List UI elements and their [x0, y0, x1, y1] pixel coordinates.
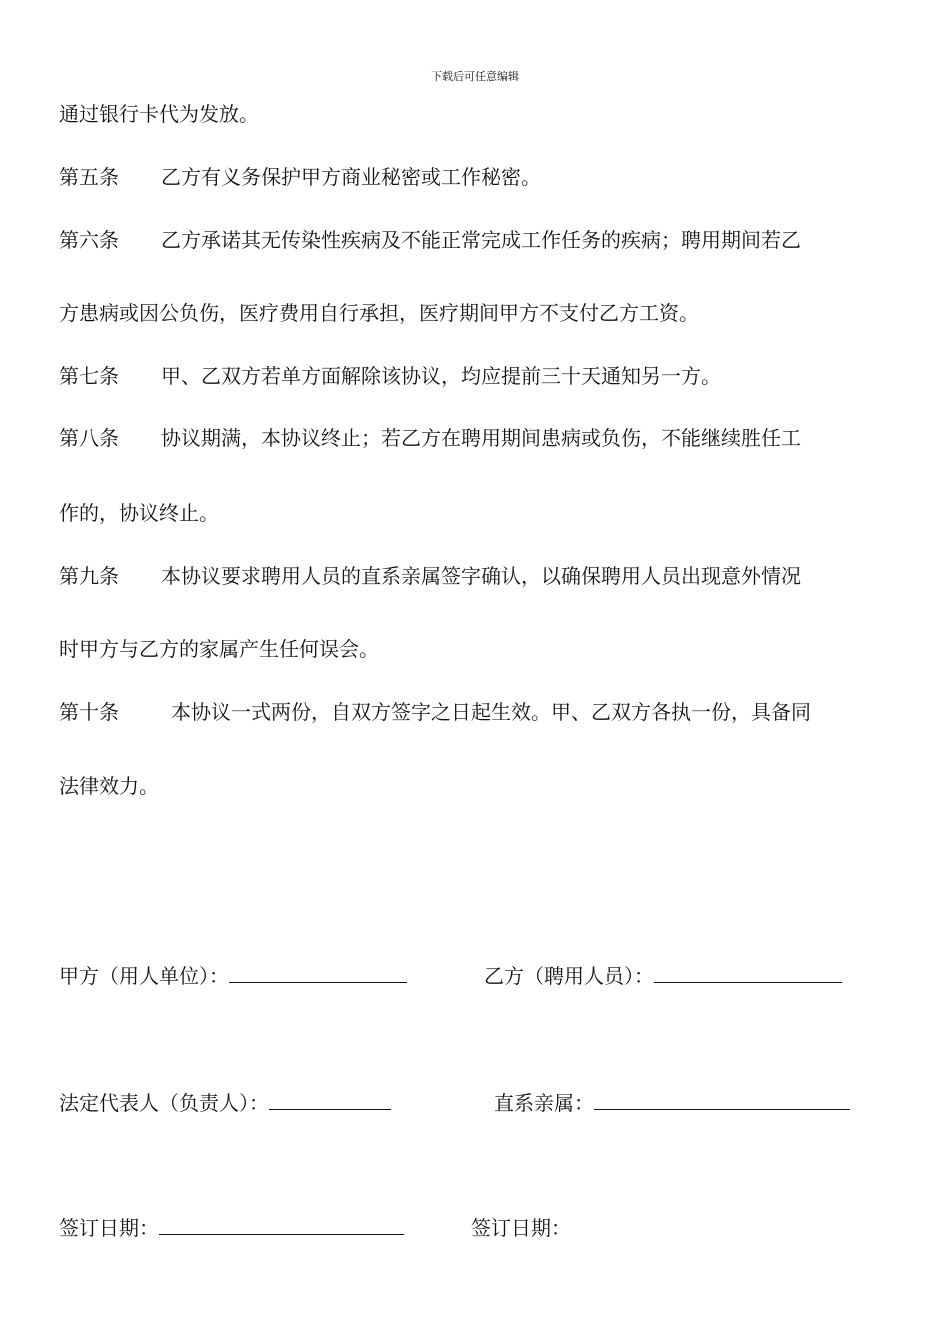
article-label: 第九条 — [59, 564, 119, 588]
article-6-continuation: 方患病或因公负伤，医疗费用自行承担，医疗期间甲方不支付乙方工资。 — [59, 301, 699, 325]
article-10-continuation: 法律效力。 — [59, 774, 159, 798]
party-b-signature — [484, 962, 842, 990]
article-8-continuation: 作的，协议终止。 — [59, 501, 219, 525]
article-label: 第六条 — [59, 228, 119, 252]
party-a-signature — [59, 962, 407, 990]
relative-signature — [494, 1089, 850, 1117]
paragraph-line: 通过银行卡代为发放。 — [59, 102, 259, 126]
article-text: 本协议一式两份，自双方签字之日起生效。甲、乙双方各执一份，具备同 — [171, 700, 811, 724]
date-a — [59, 1214, 404, 1242]
relative-label: 直系亲属： — [494, 1091, 594, 1115]
party-a-signature-line[interactable] — [229, 962, 407, 983]
article-label: 第十条 — [59, 700, 119, 724]
article-text: 协议期满，本协议终止；若乙方在聘用期间患病或负伤，不能继续胜任工 — [161, 426, 801, 450]
date-b — [471, 1214, 571, 1242]
article-10 — [59, 698, 811, 726]
party-b-signature-line[interactable] — [654, 962, 842, 983]
date-a-label: 签订日期： — [59, 1216, 159, 1240]
party-a-label: 甲方（用人单位）： — [59, 964, 229, 988]
article-text: 乙方承诺其无传染性疾病及不能正常完成工作任务的疾病；聘用期间若乙 — [161, 228, 801, 252]
relative-signature-line[interactable] — [594, 1089, 850, 1110]
party-b-label: 乙方（聘用人员）： — [484, 964, 654, 988]
legal-rep-signature-line[interactable] — [269, 1089, 391, 1110]
article-label: 第五条 — [59, 165, 119, 189]
page-header: 下载后可任意编辑 — [431, 70, 519, 83]
article-9 — [59, 562, 801, 590]
date-b-label: 签订日期： — [471, 1216, 571, 1240]
article-7 — [59, 362, 721, 390]
article-5 — [59, 163, 541, 191]
article-text: 本协议要求聘用人员的直系亲属签字确认，以确保聘用人员出现意外情况 — [161, 564, 801, 588]
article-text: 乙方有义务保护甲方商业秘密或工作秘密。 — [161, 165, 541, 189]
article-8 — [59, 424, 801, 452]
article-label: 第七条 — [59, 364, 119, 388]
date-a-line[interactable] — [159, 1214, 404, 1235]
article-text: 甲、乙双方若单方面解除该协议，均应提前三十天通知另一方。 — [161, 364, 721, 388]
article-9-continuation: 时甲方与乙方的家属产生任何误会。 — [59, 637, 379, 661]
article-label: 第八条 — [59, 426, 119, 450]
legal-rep-label: 法定代表人（负责人）： — [59, 1091, 269, 1115]
article-6 — [59, 226, 801, 254]
legal-rep-signature — [59, 1089, 391, 1117]
